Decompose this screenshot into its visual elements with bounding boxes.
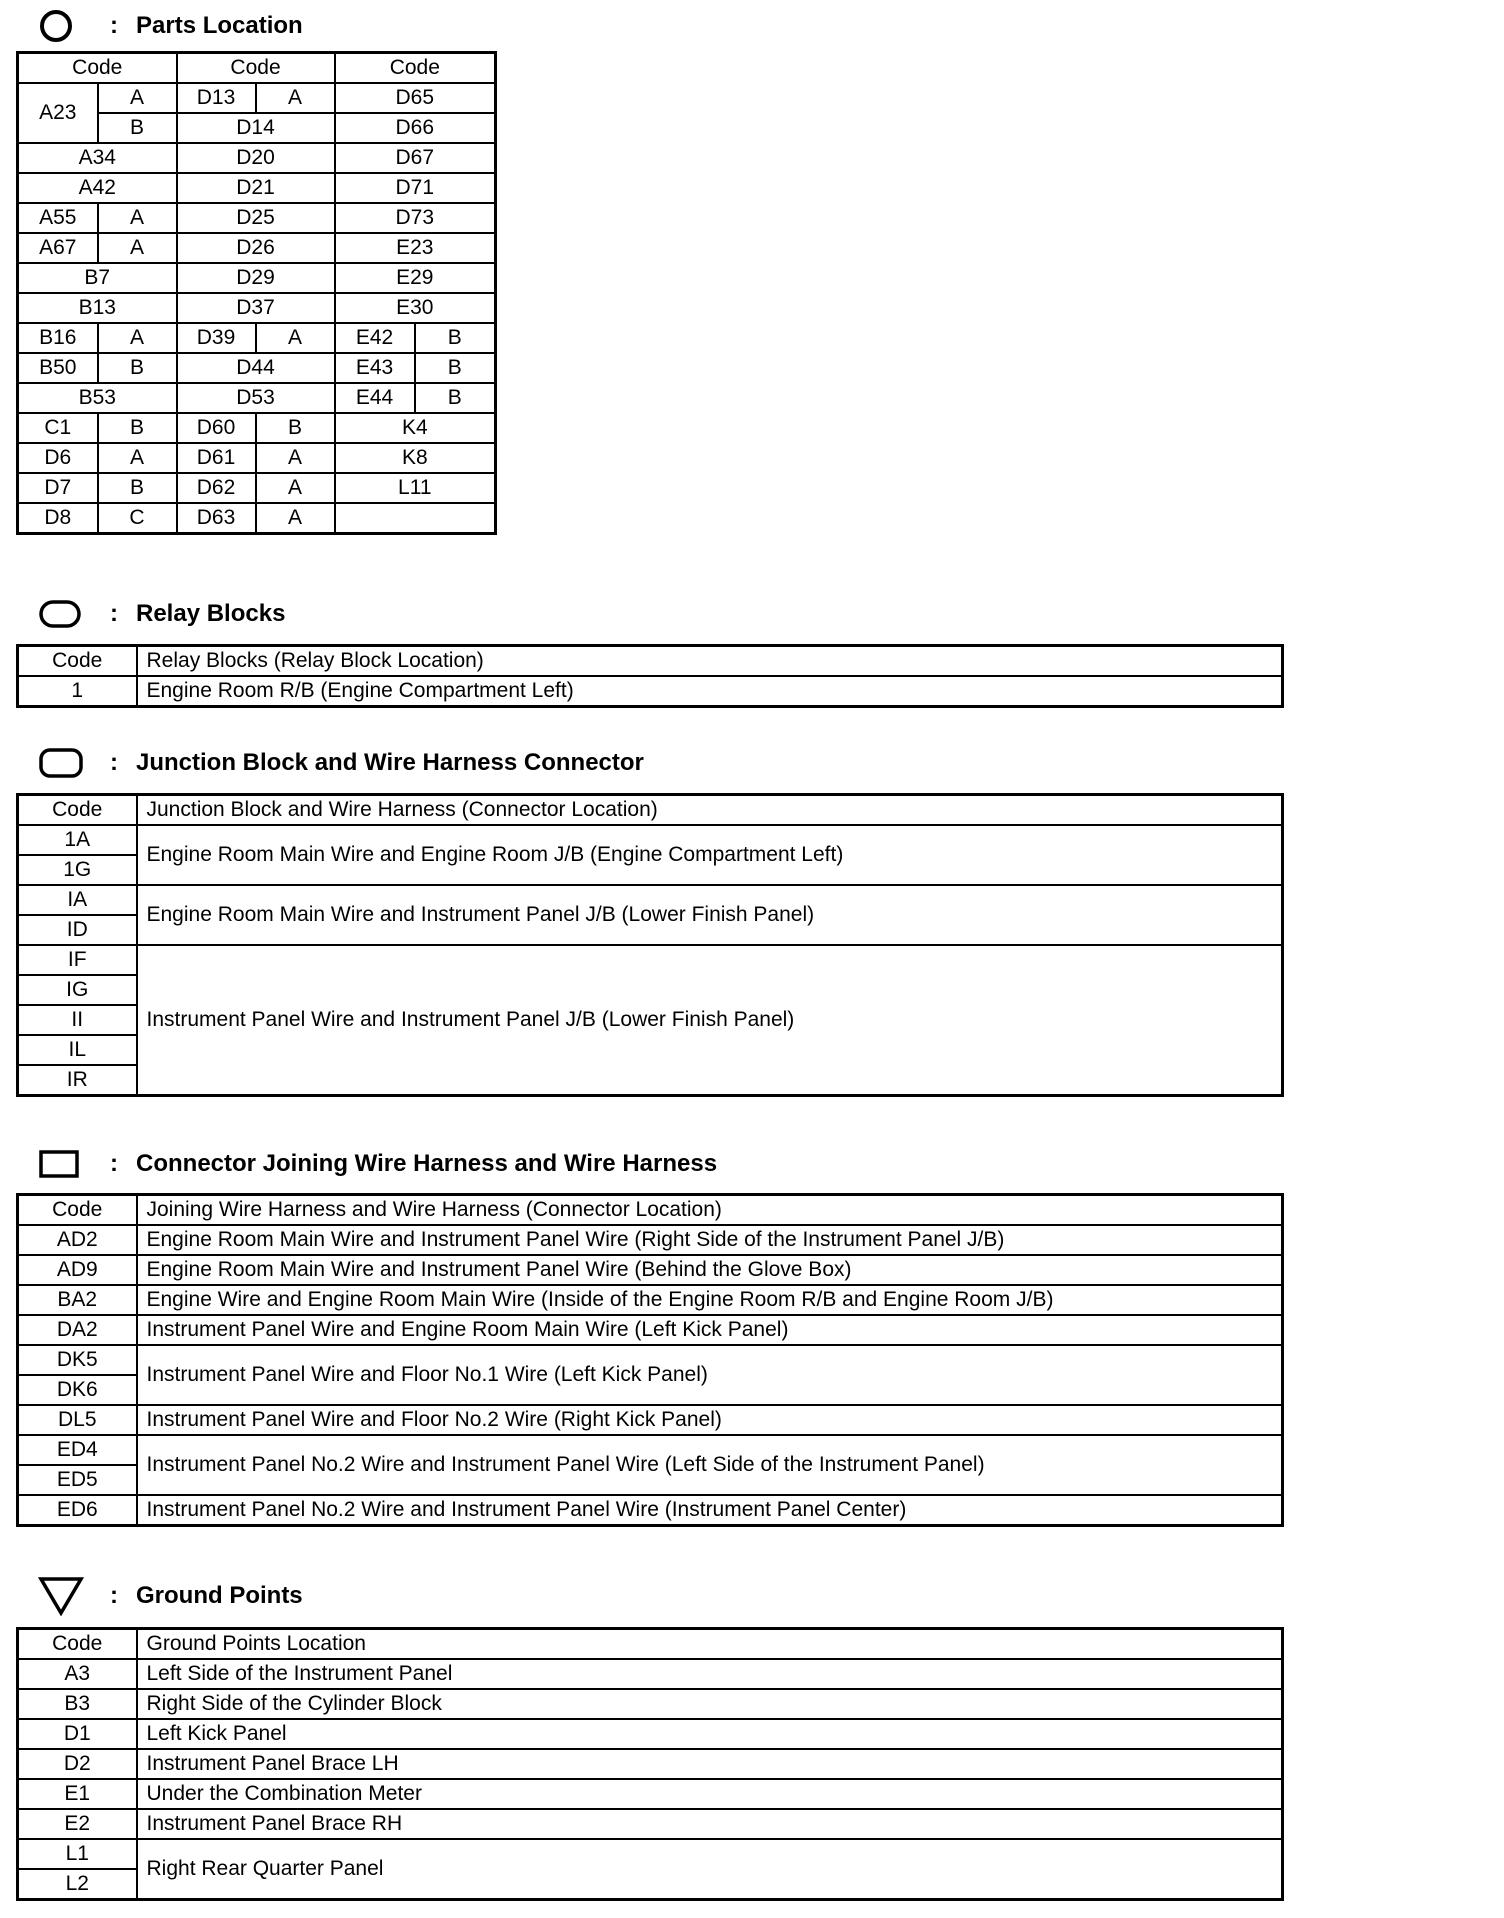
table-row	[18, 1495, 1283, 1526]
heading-colon: :	[110, 12, 118, 39]
location-cell: Instrument Panel Wire and Floor No.1 Wire (Left Kick Panel)	[137, 1345, 1283, 1405]
location-column-header: Junction Block and Wire Harness (Connector Location)	[137, 795, 1283, 826]
code-cell: ED6	[18, 1495, 137, 1526]
location-column-header: Ground Points Location	[137, 1629, 1283, 1660]
code-cell: AD2	[18, 1225, 137, 1255]
heading-colon: :	[110, 749, 118, 776]
ground-points-heading	[38, 1574, 303, 1618]
part-code	[335, 503, 496, 534]
location-cell: Engine Room Main Wire and Instrument Panel Wire (Behind the Glove Box)	[137, 1255, 1283, 1285]
part-code: A55	[18, 203, 98, 233]
part-code: D62	[177, 473, 256, 503]
code-cell: AD9	[18, 1255, 137, 1285]
heading-colon: :	[110, 600, 118, 627]
code-cell: DK5	[18, 1345, 137, 1375]
part-letter: A	[98, 233, 177, 263]
part-letter: A	[256, 503, 335, 534]
part-letter: A	[256, 323, 335, 353]
part-code: D60	[177, 413, 256, 443]
part-code: C1	[18, 413, 98, 443]
part-code: D6	[18, 443, 98, 473]
part-code: E42	[335, 323, 415, 353]
part-code: K4	[335, 413, 496, 443]
part-code: E23	[335, 233, 496, 263]
part-code: E44	[335, 383, 415, 413]
table-row	[18, 383, 496, 413]
location-cell: Engine Room R/B (Engine Compartment Left)	[137, 676, 1283, 707]
code-cell: D2	[18, 1749, 137, 1779]
code-cell: IF	[18, 945, 137, 975]
code-cell: 1G	[18, 855, 137, 885]
table-row	[18, 1345, 1283, 1375]
location-cell: Right Rear Quarter Panel	[137, 1839, 1283, 1900]
part-letter: B	[98, 113, 177, 143]
table-header-row	[18, 795, 1283, 826]
code-cell: IL	[18, 1035, 137, 1065]
code-cell: DK6	[18, 1375, 137, 1405]
rounded-rect-icon	[38, 747, 84, 779]
part-code: D20	[177, 143, 335, 173]
code-cell: ED5	[18, 1465, 137, 1495]
circle-icon	[38, 8, 74, 44]
part-letter: A	[98, 203, 177, 233]
table-row	[18, 1435, 1283, 1465]
table-row	[18, 1285, 1283, 1315]
part-code: D61	[177, 443, 256, 473]
junction-block-table	[16, 793, 1284, 1097]
part-code: D29	[177, 263, 335, 293]
table-row	[18, 203, 496, 233]
location-cell: Instrument Panel Wire and Engine Room Main Wire (Left Kick Panel)	[137, 1315, 1283, 1345]
location-column-header: Joining Wire Harness and Wire Harness (Connector Location)	[137, 1195, 1283, 1226]
part-code: D13	[177, 83, 256, 113]
part-code: A67	[18, 233, 98, 263]
code-cell: E1	[18, 1779, 137, 1809]
part-code: D67	[335, 143, 496, 173]
code-cell: 1	[18, 676, 137, 707]
table-header-row	[18, 646, 1283, 677]
table-row	[18, 1749, 1283, 1779]
part-code: B13	[18, 293, 177, 323]
part-code: D14	[177, 113, 335, 143]
triangle-down-icon	[38, 1576, 84, 1616]
table-row	[18, 143, 496, 173]
code-cell: L1	[18, 1839, 137, 1869]
table-row	[18, 1225, 1283, 1255]
location-cell: Instrument Panel No.2 Wire and Instrument Panel Wire (Instrument Panel Center)	[137, 1495, 1283, 1526]
ground-points-title: Ground Points	[136, 1582, 303, 1609]
part-letter: A	[256, 83, 335, 113]
part-code: K8	[335, 443, 496, 473]
location-cell: Instrument Panel Wire and Instrument Panel J/B (Lower Finish Panel)	[137, 945, 1283, 1096]
part-letter: A	[256, 473, 335, 503]
part-code: D8	[18, 503, 98, 534]
code-column-header: Code	[18, 646, 137, 677]
table-header-row	[18, 1195, 1283, 1226]
location-cell: Engine Room Main Wire and Engine Room J/B (Engine Compartment Left)	[137, 825, 1283, 885]
part-code: B16	[18, 323, 98, 353]
part-code: B50	[18, 353, 98, 383]
part-letter: A	[98, 443, 177, 473]
code-cell: II	[18, 1005, 137, 1035]
part-code: B53	[18, 383, 177, 413]
table-row	[18, 1809, 1283, 1839]
part-code: D63	[177, 503, 256, 534]
code-cell: ED4	[18, 1435, 137, 1465]
location-cell: Instrument Panel Brace LH	[137, 1749, 1283, 1779]
code-cell: BA2	[18, 1285, 137, 1315]
part-letter: A	[98, 323, 177, 353]
location-cell: Under the Combination Meter	[137, 1779, 1283, 1809]
code-cell: IA	[18, 885, 137, 915]
parts-location-heading	[38, 4, 303, 48]
table-row	[18, 1255, 1283, 1285]
square-icon	[38, 1149, 80, 1179]
part-letter: C	[98, 503, 177, 534]
column-header: Code	[18, 53, 177, 84]
relay-blocks-table	[16, 644, 1284, 708]
table-row	[18, 263, 496, 293]
parts-location-table	[16, 51, 497, 535]
heading-colon: :	[110, 1150, 118, 1177]
part-code: D25	[177, 203, 335, 233]
connector-table	[16, 1193, 1284, 1527]
table-row	[18, 1405, 1283, 1435]
part-code: D73	[335, 203, 496, 233]
code-cell: E2	[18, 1809, 137, 1839]
code-column-header: Code	[18, 795, 137, 826]
code-cell: B3	[18, 1689, 137, 1719]
part-letter: B	[415, 383, 496, 413]
connector-heading	[38, 1142, 717, 1186]
junction-block-title: Junction Block and Wire Harness Connector	[136, 749, 644, 776]
code-cell: A3	[18, 1659, 137, 1689]
part-code: B7	[18, 263, 177, 293]
heading-colon: :	[110, 1582, 118, 1609]
location-cell: Right Side of the Cylinder Block	[137, 1689, 1283, 1719]
part-code: D71	[335, 173, 496, 203]
part-code: D7	[18, 473, 98, 503]
column-header: Code	[335, 53, 496, 84]
part-code: D65	[335, 83, 496, 113]
table-row	[18, 1839, 1283, 1869]
table-row	[18, 1659, 1283, 1689]
location-cell: Engine Wire and Engine Room Main Wire (Inside of the Engine Room R/B and Engine Room J/B)	[137, 1285, 1283, 1315]
part-letter: A	[98, 83, 177, 113]
part-code: D53	[177, 383, 335, 413]
location-column-header: Relay Blocks (Relay Block Location)	[137, 646, 1283, 677]
part-code: D39	[177, 323, 256, 353]
part-code: E29	[335, 263, 496, 293]
code-cell: ID	[18, 915, 137, 945]
part-code: D44	[177, 353, 335, 383]
code-cell: D1	[18, 1719, 137, 1749]
ground-points-table	[16, 1627, 1284, 1901]
relay-blocks-heading	[38, 592, 285, 636]
table-header-row	[18, 1629, 1283, 1660]
ellipse-icon	[38, 599, 82, 629]
junction-block-heading	[38, 741, 644, 785]
table-row	[18, 233, 496, 263]
table-row	[18, 443, 496, 473]
part-code: L11	[335, 473, 496, 503]
table-row	[18, 353, 496, 383]
location-cell: Engine Room Main Wire and Instrument Panel Wire (Right Side of the Instrument Panel J/B)	[137, 1225, 1283, 1255]
part-code: A23	[18, 83, 98, 143]
part-code: E30	[335, 293, 496, 323]
location-cell: Instrument Panel No.2 Wire and Instrument Panel Wire (Left Side of the Instrument Panel)	[137, 1435, 1283, 1495]
parts-location-title: Parts Location	[136, 12, 303, 39]
code-cell: L2	[18, 1869, 137, 1900]
location-cell: Instrument Panel Brace RH	[137, 1809, 1283, 1839]
table-row	[18, 885, 1283, 915]
location-cell: Instrument Panel Wire and Floor No.2 Wire (Right Kick Panel)	[137, 1405, 1283, 1435]
table-row	[18, 173, 496, 203]
part-code: D26	[177, 233, 335, 263]
part-code: D66	[335, 113, 496, 143]
part-code: D21	[177, 173, 335, 203]
table-row	[18, 83, 496, 113]
table-row	[18, 1779, 1283, 1809]
table-row	[18, 945, 1283, 975]
table-row	[18, 413, 496, 443]
part-letter: B	[98, 473, 177, 503]
code-cell: DA2	[18, 1315, 137, 1345]
column-header: Code	[177, 53, 335, 84]
location-cell: Left Kick Panel	[137, 1719, 1283, 1749]
part-letter: A	[256, 443, 335, 473]
location-cell: Left Side of the Instrument Panel	[137, 1659, 1283, 1689]
code-cell: IR	[18, 1065, 137, 1096]
table-row	[18, 323, 496, 353]
code-cell: DL5	[18, 1405, 137, 1435]
table-row	[18, 1719, 1283, 1749]
part-code: D37	[177, 293, 335, 323]
table-row	[18, 676, 1283, 707]
part-code: E43	[335, 353, 415, 383]
code-cell: IG	[18, 975, 137, 1005]
part-code: A34	[18, 143, 177, 173]
code-column-header: Code	[18, 1629, 137, 1660]
part-code: A42	[18, 173, 177, 203]
code-column-header: Code	[18, 1195, 137, 1226]
code-cell: 1A	[18, 825, 137, 855]
part-letter: B	[256, 413, 335, 443]
part-letter: B	[415, 323, 496, 353]
part-letter: B	[415, 353, 496, 383]
connector-title: Connector Joining Wire Harness and Wire Harness	[136, 1150, 718, 1177]
table-row	[18, 293, 496, 323]
table-row	[18, 1315, 1283, 1345]
part-letter: B	[98, 413, 177, 443]
part-letter: B	[98, 353, 177, 383]
relay-blocks-title: Relay Blocks	[136, 600, 286, 627]
table-header-row	[18, 53, 496, 84]
table-row	[18, 473, 496, 503]
table-row	[18, 825, 1283, 855]
table-row	[18, 1689, 1283, 1719]
table-row	[18, 503, 496, 534]
location-cell: Engine Room Main Wire and Instrument Panel J/B (Lower Finish Panel)	[137, 885, 1283, 945]
